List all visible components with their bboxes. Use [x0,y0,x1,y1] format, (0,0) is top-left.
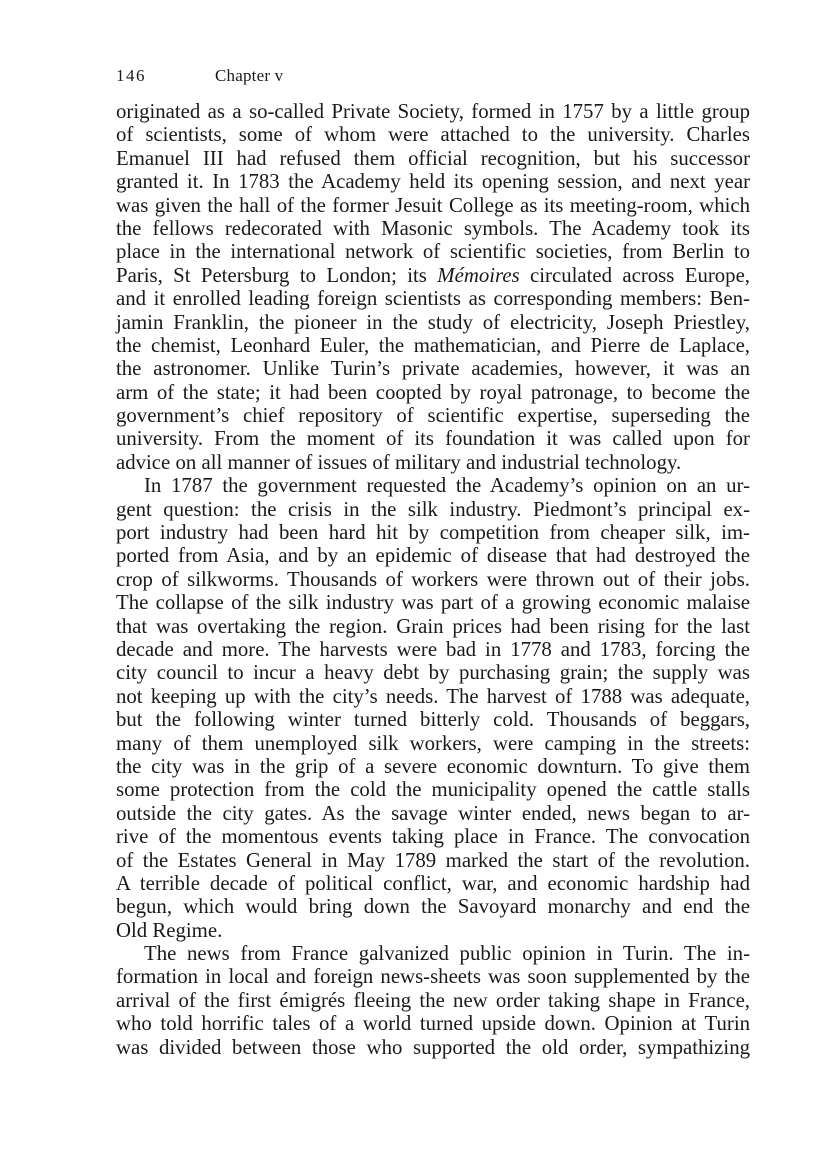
text-line: not keeping up with the city’s needs. The harvest of 1788 was adequate, [116,684,750,708]
text-line: The collapse of the silk industry was part of a growing economic malaise [116,591,750,615]
text-line: the chemist, Leonhard Euler, the mathematician, and Pierre de Laplace, [116,333,750,357]
text-line: crop of silkworms. Thousands of workers were thrown out of their jobs. [116,567,750,591]
text-line: Paris, St Petersburg to London; its Mémoires circulated across Europe, [116,263,751,287]
text-line: decade and more. The harvests were bad in 1778 and 1783, forcing the [116,637,750,661]
text-line: place in the international network of scientific societies, from Berlin to [116,240,750,264]
chapter-heading: Chapter v [215,66,284,85]
text-line: The news from France galvanized public opinion in Turin. The in- [144,942,750,966]
running-head [116,64,750,100]
text-line: many of them unemployed silk workers, were camping in the streets: [116,731,750,755]
text-line: was divided between those who supported the old order, sympathizing [116,1035,750,1059]
text-line: but the following winter turned bitterly cold. Thousands of beggars, [116,708,750,732]
text-line: of the Estates General in May 1789 marked the start of the revolution. [116,848,750,872]
text-line: Emanuel III had refused them official recognition, but his successor [116,146,750,170]
text-line: the astronomer. Unlike Turin’s private academies, however, it was an [116,357,750,381]
text-line: that was overtaking the region. Grain prices had been rising for the last [116,614,750,638]
text-line: Old Regime. [116,918,223,942]
body-text [116,100,750,1059]
text-line: city council to incur a heavy debt by purchasing grain; the supply was [116,661,750,685]
text-line: of scientists, some of whom were attached to the university. Charles [116,123,750,147]
text-line: gent question: the crisis in the silk industry. Piedmont’s principal ex- [116,497,750,521]
text-line: advice on all manner of issues of military and industrial technology. [116,450,682,474]
text-line: originated as a so-called Private Society, formed in 1757 by a little group [116,100,750,123]
text-line: who told horrific tales of a world turned upside down. Opinion at Turin [116,1012,750,1036]
text-line: some protection from the cold the municipality opened the cattle stalls [116,778,750,802]
text-line: A terrible decade of political conflict, war, and economic hardship had [116,871,750,895]
text-line: outside the city gates. As the savage winter ended, news began to ar- [116,801,750,825]
text-line: ported from Asia, and by an epidemic of disease that had destroyed the [116,544,750,568]
text-line: and it enrolled leading foreign scientists as corresponding members: Ben- [116,287,750,311]
text-line: the city was in the grip of a severe economic downturn. To give them [116,754,750,778]
paragraph [116,942,750,1059]
text-line: was given the hall of the former Jesuit College as its meeting-room, which [116,193,750,217]
text-line: university. From the moment of its foundation it was called upon for [116,427,750,451]
text-line: rive of the momentous events taking place in France. The convocation [116,825,750,849]
text-line: In 1787 the government requested the Academy’s opinion on an ur- [144,474,750,498]
text-line: begun, which would bring down the Savoyard monarchy and end the [116,895,750,919]
text-line: arm of the state; it had been coopted by royal patronage, to become the [116,380,750,404]
text-line: port industry had been hard hit by competition from cheaper silk, im- [116,521,750,545]
paragraph [116,474,750,942]
book-page [116,64,750,1059]
text-line: jamin Franklin, the pioneer in the study of electricity, Joseph Priestley, [116,310,750,334]
text-line: arrival of the first émigrés fleeing the new order taking shape in France, [116,988,750,1012]
text-line: government’s chief repository of scientific expertise, superseding the [116,404,750,428]
text-line: granted it. In 1783 the Academy held its opening session, and next year [116,170,750,194]
page-number: 146 [116,66,146,85]
text-line: the fellows redecorated with Masonic symbols. The Academy took its [116,216,750,240]
text-line: formation in local and foreign news-sheets was soon supplemented by the [116,965,750,989]
paragraph [116,100,750,474]
